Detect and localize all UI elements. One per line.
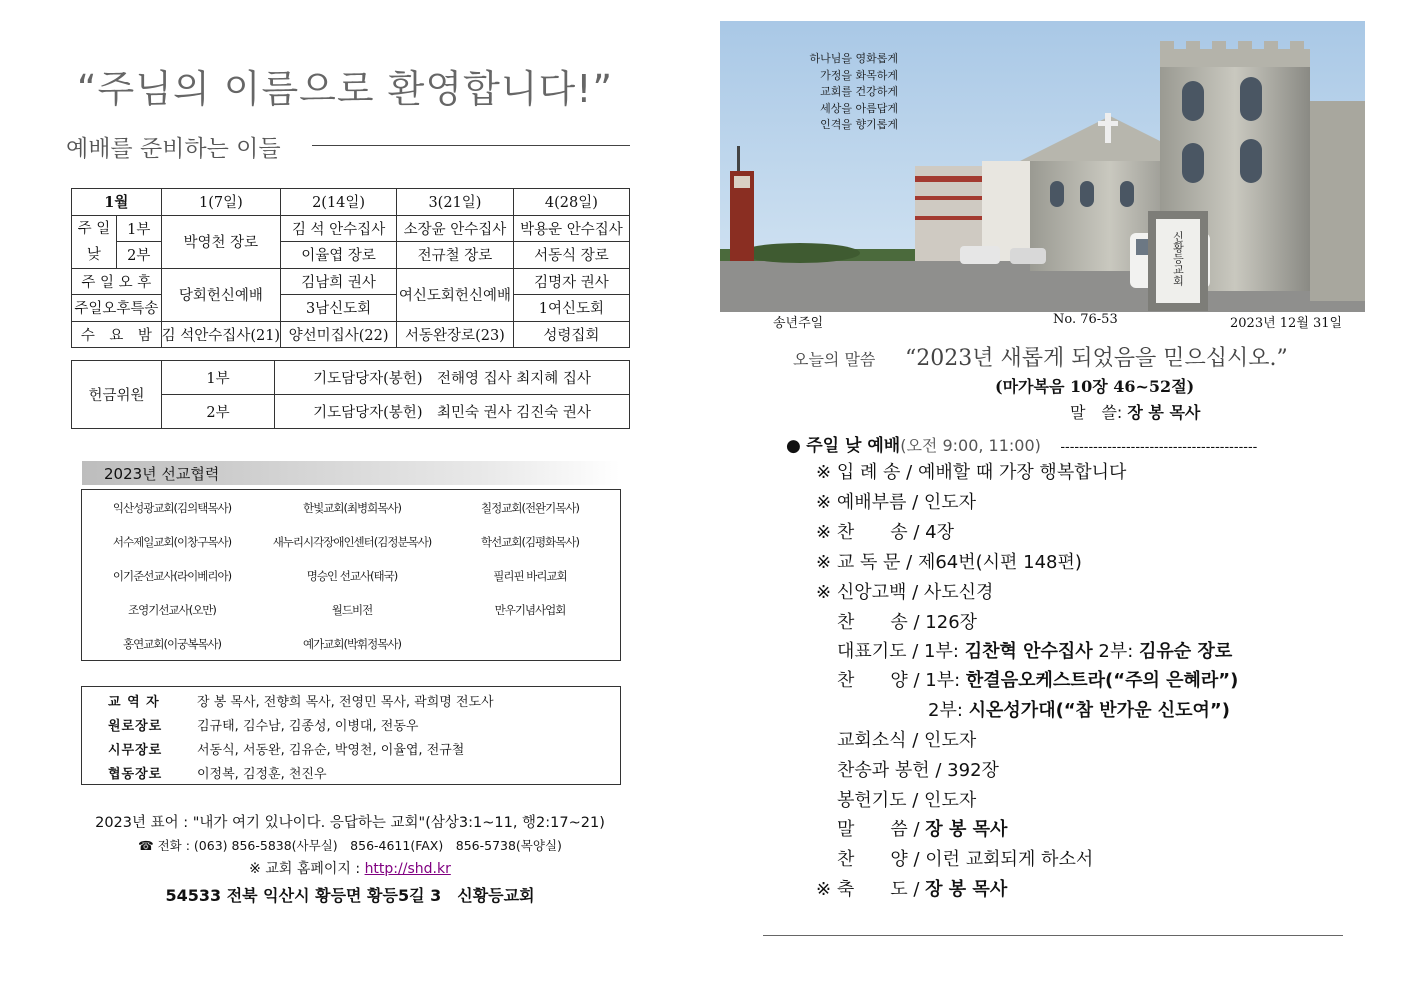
table-cell: 1여신도회: [513, 295, 629, 322]
table-cell: 양선미집사(22): [281, 321, 397, 348]
homepage-label: ※ 교회 홈페이지 :: [249, 861, 365, 877]
welcome-heading: “주님의 이름으로 환영합니다!”: [76, 67, 614, 111]
order-mark: ※: [816, 552, 832, 573]
order-mark: ※: [816, 492, 832, 513]
order-item: [837, 666, 1238, 692]
preacher-label: 말 쓸:: [1070, 403, 1128, 422]
elder-names: 이정복, 김정훈, 천진우: [197, 767, 327, 782]
order-mark: ※: [816, 462, 832, 483]
mission-title: 2023년 선교협력: [104, 465, 220, 483]
table-row: [72, 189, 630, 216]
issue-date: 2023년 12월 31일: [1230, 316, 1343, 331]
offering-part: 1부: [162, 361, 275, 395]
order-item: [816, 488, 976, 514]
homepage-link[interactable]: http://shd.kr: [364, 861, 451, 877]
issue-number: No. 76-53: [1053, 312, 1118, 327]
table-cell: 서동완장로(23): [397, 321, 514, 348]
bullet-icon: ●: [786, 436, 801, 456]
order-item: [837, 756, 999, 782]
elder-names: 서동식, 서동완, 김유순, 박영천, 이율엽, 전규철: [197, 743, 465, 758]
church-address: 54533 전북 익산시 황등면 황등5길 3 신황등교회: [165, 886, 535, 905]
table-row: [72, 268, 630, 295]
preacher-name: 장 봉 목사: [1127, 403, 1201, 422]
church-phone: ☎ 전화 : (063) 856-5838(사무실) 856-4611(FAX) 856-5738(목양실): [138, 838, 562, 853]
part-label: 1부: [116, 215, 161, 242]
table-cell: 김남희 권사: [281, 268, 397, 295]
mission-item: 필리핀 바리교회: [493, 569, 567, 583]
mission-item: 학선교회(김평화목사): [481, 535, 579, 549]
table-row: [72, 295, 630, 322]
mission-item: 칠정교회(전완기목사): [481, 501, 579, 515]
elder-role: 시무장로: [108, 743, 163, 758]
mission-item: 조영기선교사(오만): [128, 603, 216, 617]
week-header: 1(7일): [161, 189, 280, 216]
table-row: [72, 321, 630, 348]
table-cell: 당회헌신예배: [161, 268, 280, 321]
order-text: 말 씀 /: [837, 819, 926, 840]
month-cell: 1월: [72, 189, 162, 216]
sunday-label-line: 낮: [86, 246, 101, 263]
service-time: (오전 9:00, 11:00): [900, 436, 1041, 455]
prep-heading: 예배를 준비하는 이들: [66, 136, 281, 162]
elder-role: 원로장로: [108, 719, 163, 734]
order-text: 신앙고백 / 사도신경: [836, 582, 994, 603]
order-text: 교 독 문 / 제64번(시편 148편): [836, 552, 1082, 573]
order-item: [837, 726, 976, 752]
order-item: [928, 696, 1230, 722]
order-text: 찬 양 / 이런 교회되게 하소서: [837, 849, 1094, 870]
mission-item: 새누리시각장애인센터(김정분목사): [272, 535, 432, 549]
table-row: [72, 361, 630, 395]
part-label: 2부: [116, 242, 161, 269]
table-cell: 김 석안수집사(21): [161, 321, 280, 348]
offering-part: 2부: [162, 395, 275, 429]
week-header: 2(14일): [281, 189, 397, 216]
table-cell: 소장윤 안수집사: [397, 215, 514, 242]
order-text: 찬 양 / 1부:: [837, 670, 966, 691]
elders-list: [81, 686, 621, 785]
table-row: [72, 242, 630, 269]
order-bold: 장 봉 목사: [925, 879, 1008, 900]
order-item: [816, 518, 954, 544]
motto-line: 하나님을 영화롭게: [809, 52, 898, 65]
order-text: 봉헌기도 / 인도자: [837, 790, 977, 811]
sermon-title: “2023년 새롭게 되었음을 믿으십시오.”: [905, 346, 1288, 371]
church-motto: 2023년 표어 : "내가 여기 있나이다. 응답하는 교회"(삼상3:1~11, 행2:17~21): [95, 815, 605, 831]
order-bold: 시온성가대(“참 반가운 신도여”): [968, 700, 1230, 721]
order-mark: ※: [816, 522, 832, 543]
motto-line: 인격을 향기롭게: [820, 118, 898, 131]
wednesday-label: 수 요 밤: [72, 321, 162, 348]
order-item: [816, 875, 1007, 901]
order-text: 찬송과 봉헌 / 392장: [837, 760, 999, 781]
sermon-reference: (마가복음 10장 46~52절): [995, 377, 1195, 396]
mission-item: 예가교회(박휘정목사): [303, 637, 401, 651]
order-bold: 김찬혁 안수집사: [964, 641, 1093, 662]
order-item: [837, 608, 977, 634]
order-mark: ※: [816, 582, 832, 603]
week-header: 4(28일): [513, 189, 629, 216]
mission-item: 익산성광교회(김의택목사): [112, 501, 232, 515]
order-text: 입 례 송 / 예배할 때 가장 행복합니다: [836, 462, 1127, 483]
order-item: [837, 845, 1093, 871]
heading-rule: [312, 145, 630, 146]
schedule-table: [71, 188, 630, 348]
service-rule: ------------------------------------------: [1060, 440, 1258, 455]
order-text: 찬 송 / 126장: [837, 612, 978, 633]
order-text: 교회소식 / 인도자: [837, 730, 977, 751]
order-item: [837, 786, 976, 812]
mission-item: 한빛교회(최병희목사): [303, 501, 401, 515]
table-cell: 전규철 장로: [397, 242, 514, 269]
table-cell: 박용운 안수집사: [513, 215, 629, 242]
order-bold: 김유순 장로: [1139, 641, 1233, 662]
mission-item: 명승인 선교사(태국): [306, 569, 398, 583]
week-header: 3(21일): [397, 189, 514, 216]
table-cell: 김명자 권사: [513, 268, 629, 295]
offering-names: 기도담당자(봉헌) 최민숙 권사 김진숙 권사: [275, 395, 630, 429]
table-cell: 성령집회: [513, 321, 629, 348]
motto-line: 교회를 건강하게: [820, 85, 898, 98]
elder-names: 김규태, 김수남, 김종성, 이병대, 전동우: [197, 719, 419, 734]
order-text: 대표기도 / 1부:: [837, 641, 965, 662]
bottom-rule: [763, 935, 1343, 936]
mission-item: 월드비전: [331, 603, 373, 617]
preacher-line: [1070, 400, 1200, 423]
church-homepage: [0, 858, 700, 878]
afternoon-label: 주 일 오 후: [72, 268, 162, 295]
elder-role: 교 역 자: [108, 695, 160, 710]
table-cell: 박영천 장로: [161, 215, 280, 268]
table-cell: 이율엽 장로: [281, 242, 397, 269]
service-heading: [786, 431, 1257, 456]
table-cell: 여신도회헌신예배: [397, 268, 514, 321]
order-text: 2부:: [1092, 641, 1140, 662]
sermon-label: 오늘의 말씀: [793, 350, 876, 369]
order-item: [837, 637, 1232, 663]
mission-item: 서수제일교회(이창구목사): [112, 535, 232, 549]
mission-item: 이기준선교사(라이베리아): [112, 569, 232, 583]
order-item: [816, 458, 1126, 484]
mission-item: 홍연교회(이궁복목사): [123, 637, 221, 651]
banner-motto: [760, 51, 898, 134]
order-item: [816, 548, 1082, 574]
order-text: 찬 송 / 4장: [836, 522, 954, 543]
motto-line: 가정을 화목하게: [820, 68, 898, 82]
sign-text: 신황등교회: [1171, 231, 1185, 286]
mission-item: 만우기념사업회: [494, 603, 566, 617]
offering-table: [71, 360, 630, 429]
order-text: 2부:: [928, 700, 969, 721]
sunday-label: [72, 215, 117, 268]
sunday-label-line: 주 일: [77, 220, 111, 237]
table-cell: 김 석 안수집사: [281, 215, 397, 242]
offering-label: 헌금위원: [72, 361, 162, 429]
offering-names: 기도담당자(봉헌) 전해영 집사 최지혜 집사: [275, 361, 630, 395]
order-text: 축 도 /: [836, 879, 926, 900]
order-bold: 한결음오케스트라(“주의 은혜라”): [965, 670, 1239, 691]
elder-names: 장 봉 목사, 전향희 목사, 전영민 목사, 곽희명 전도사: [197, 695, 494, 710]
mission-list: [81, 489, 621, 661]
motto-line: 세상을 아름답게: [820, 101, 898, 115]
order-text: 예배부름 / 인도자: [836, 492, 977, 513]
order-mark: ※: [816, 879, 832, 900]
table-cell: 서동식 장로: [513, 242, 629, 269]
order-item: [816, 578, 993, 604]
service-name: 주일 낮 예배: [806, 436, 901, 456]
sunday-name: 송년주일: [773, 316, 824, 331]
table-row: [72, 215, 630, 242]
table-cell: 3남신도회: [281, 295, 397, 322]
order-item: [837, 815, 1007, 841]
order-bold: 장 봉 목사: [925, 819, 1008, 840]
elder-role: 협동장로: [108, 767, 163, 782]
afternoon-special-label: 주일오후특송: [72, 295, 162, 322]
